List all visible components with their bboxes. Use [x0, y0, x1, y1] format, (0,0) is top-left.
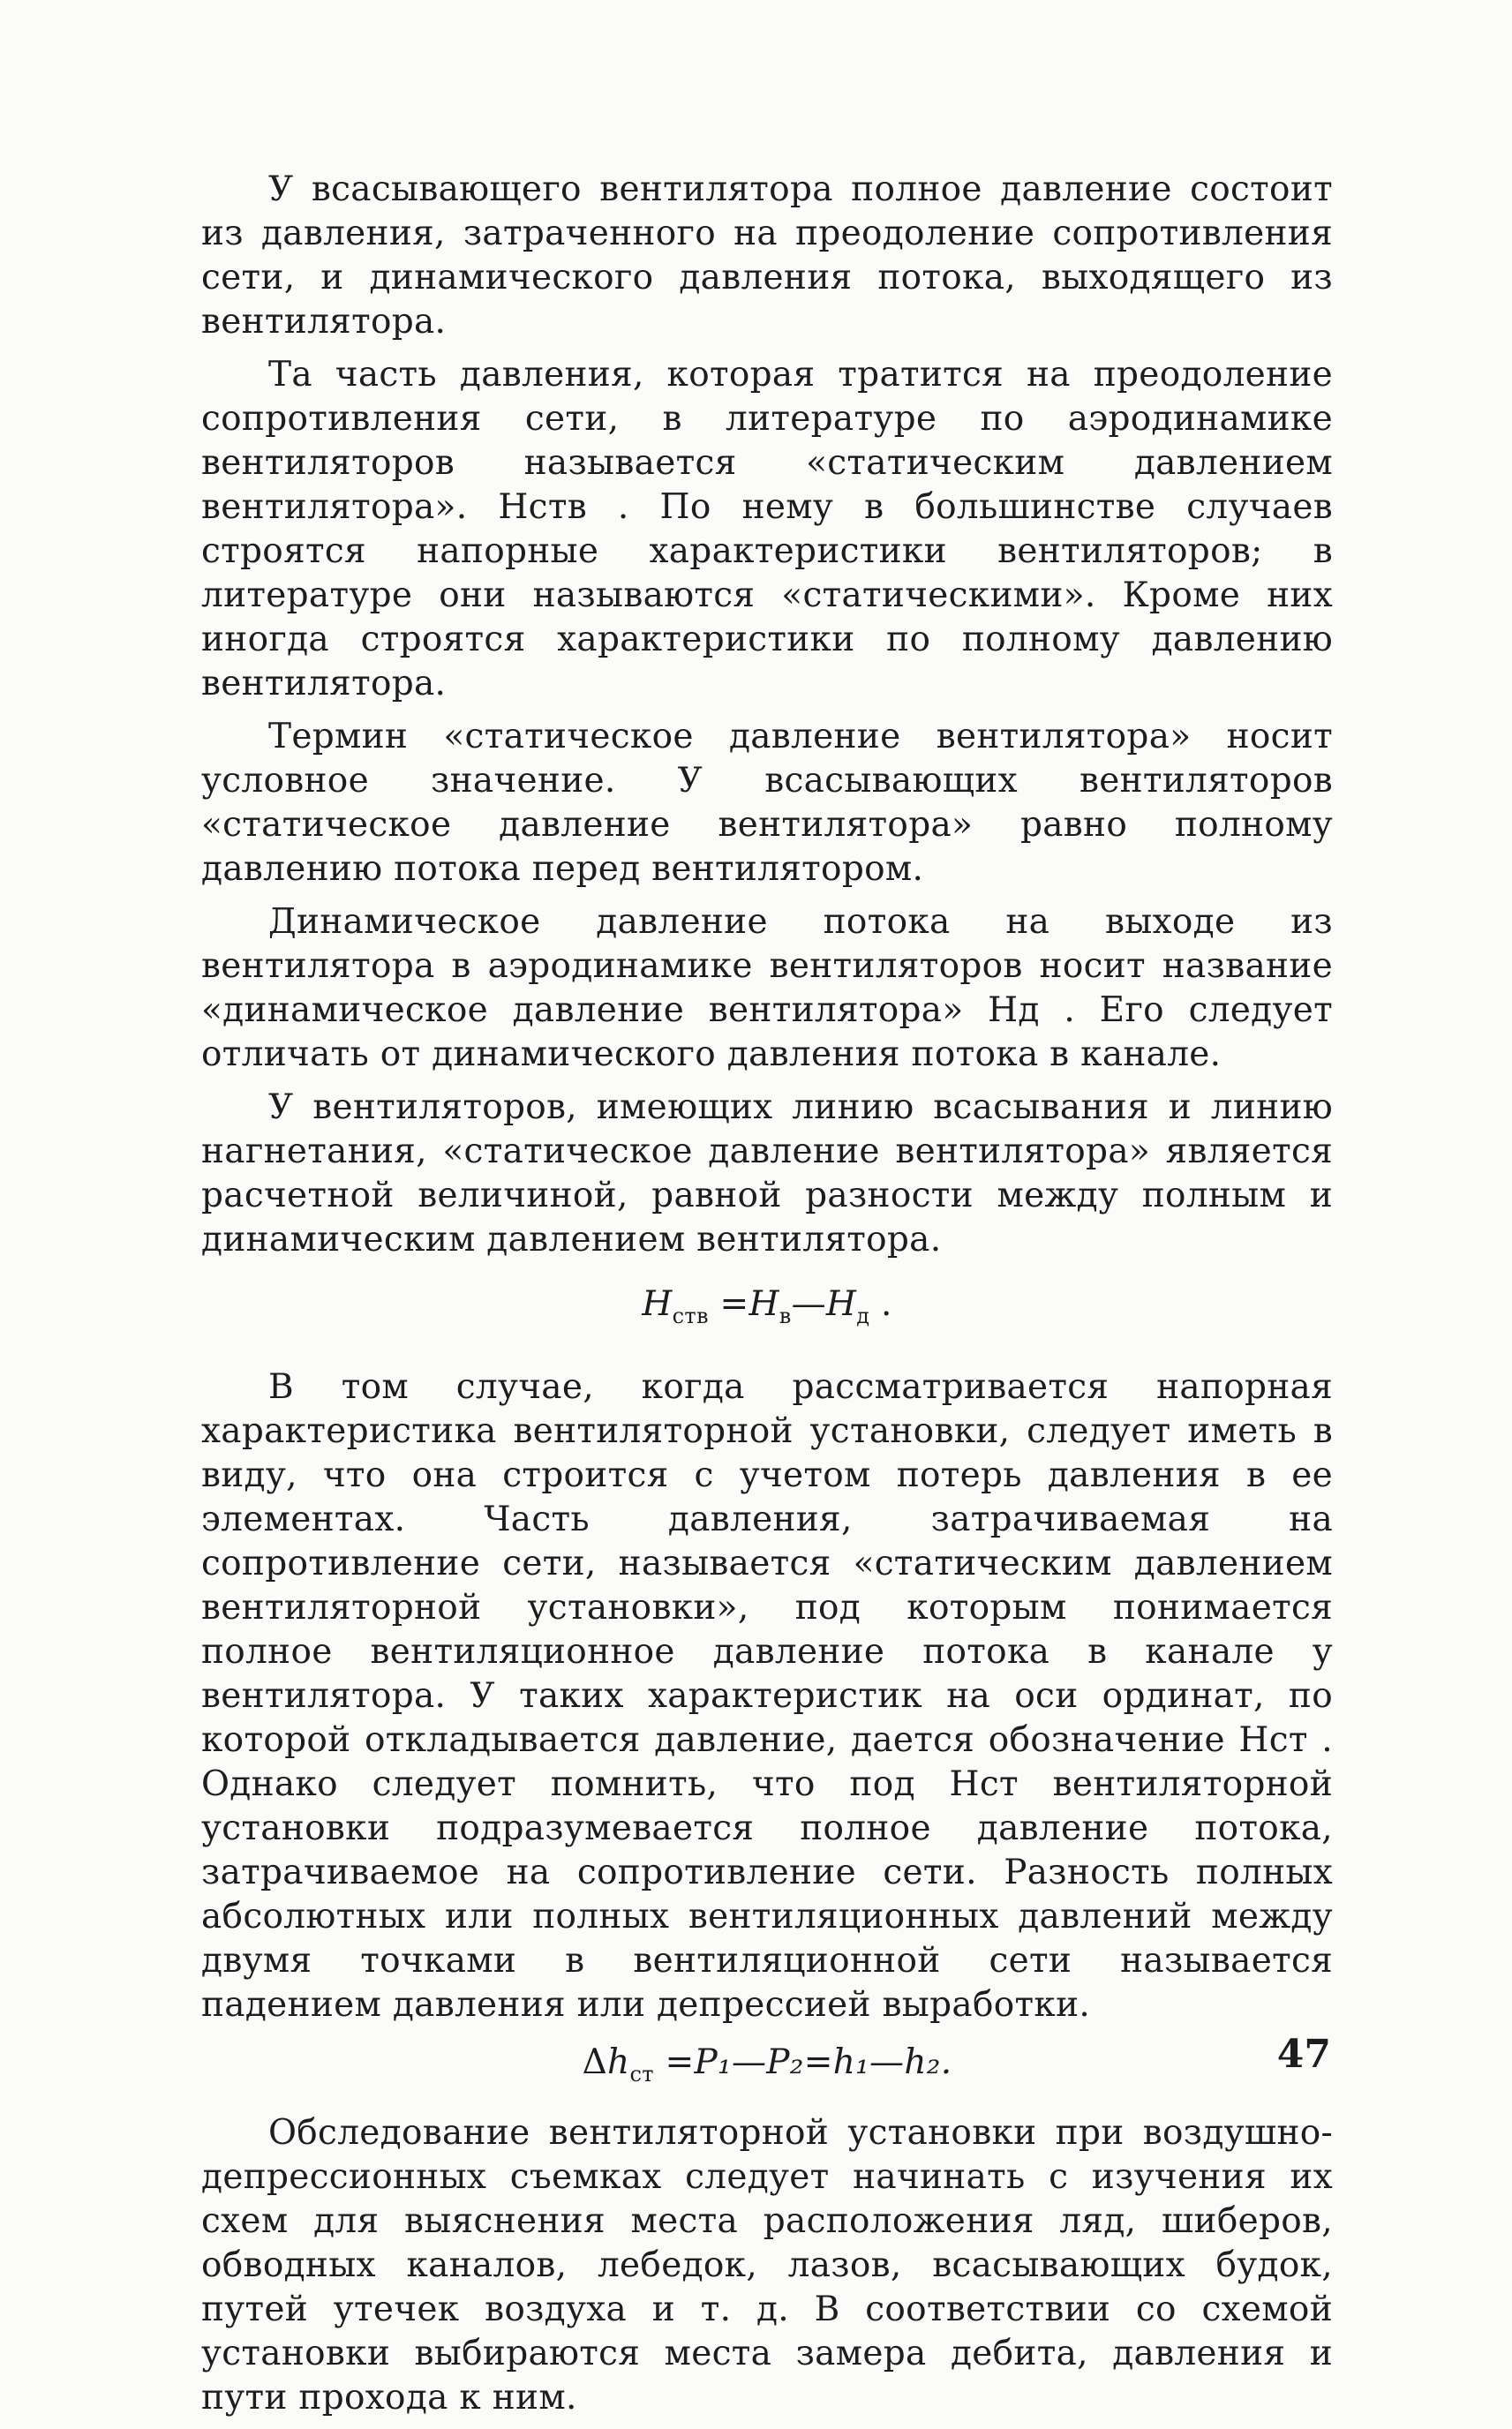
formula-pressure-drop [201, 2036, 1333, 2101]
formula-operator: Δ [582, 2042, 608, 2082]
paragraph-5: У вентиляторов, имеющих линию всасывания и линию нагнетания, «статическое давление вентилятора» является расчетной величиной, равной разности между полным и динамическим давлением вентилятора. [201, 1087, 1333, 1260]
formula-symbol: H [825, 1284, 857, 1324]
formula-subscript: ств [672, 1303, 709, 1328]
paragraph-4: Динамическое давление потока на выходе из вентилятора в аэродинамике вентиляторов носит название «динамическое давление вентилятора» Hд . Его следует отличать от динамического давления потока в канале. [201, 902, 1333, 1074]
page-number: 47 [1276, 2032, 1331, 2077]
formula-subscript: ст [629, 2061, 654, 2087]
formula-subscript: д [856, 1303, 870, 1328]
paragraph-6: В том случае, когда рассматривается напорная характеристика вентиляторной установки, следует иметь в виду, что она строится с учетом потерь давления в ее элементах. Часть давления, затрачиваемая на сопротивление сети, называется «статическим давлением вентиляторной установки», под которым понимается полное вентиляционное давление потока в канале у вентилятора. У таких характеристик на оси ординат, по которой откладывается давление, дается обозначение Hст . Однако следует помнить, что под Hст вентиляторной установки подразумевается полное давление потока, затрачиваемое на сопротивление сети. Разность полных абсолютных или полных вентиляционных давлений между двумя точками в вентиляционной сети называется падением давления или депрессией выработки. [201, 1366, 1333, 2025]
formula-operator: . [869, 1284, 892, 1324]
formula-symbol: H [748, 1284, 779, 1324]
paragraph-1: У всасывающего вентилятора полное давление состоит из давления, затраченного на преодоление сопротивления сети, и динамического давления потока, выходящего из вентилятора. [201, 169, 1333, 342]
page-body [201, 168, 1333, 2429]
formula-symbol: H [642, 1284, 673, 1324]
formula-operator: = [708, 1284, 749, 1324]
paragraph-7: Обследование вентиляторной установки при воздушно-депрессионных съемках следует начинать с изучения их схем для выяснения места расположения ляд, шиберов, обводных каналов, лебедок, лазов, всасывающих будок, путей утечек воздуха и т. д. В соответствии со схемой установки выбираются места замера дебита, давления и пути прохода к ним. [201, 2112, 1333, 2418]
formula-operator: — [791, 1284, 826, 1324]
formula-symbol: h [607, 2042, 630, 2082]
paragraph-2: Та часть давления, которая тратится на преодоление сопротивления сети, в литературе по аэродинамике вентиляторов называется «статическим давлением вентилятора». Hств . По нему в большинстве случаев строятся напорные характеристики вентиляторов; в литературе они называются «статическими». Кроме них иногда строятся характеристики по полному давлению вентилятора. [201, 355, 1333, 703]
paragraph-3: Термин «статическое давление вентилятора» носит условное значение. У всасывающих вентиляторов «статическое давление вентилятора» равно полному давлению потока перед вентилятором. [201, 717, 1333, 889]
formula-expression: =P₁—P₂=h₁—h₂. [653, 2042, 952, 2082]
formula-subscript: в [779, 1303, 792, 1328]
formula-static-pressure [201, 1278, 1333, 1342]
